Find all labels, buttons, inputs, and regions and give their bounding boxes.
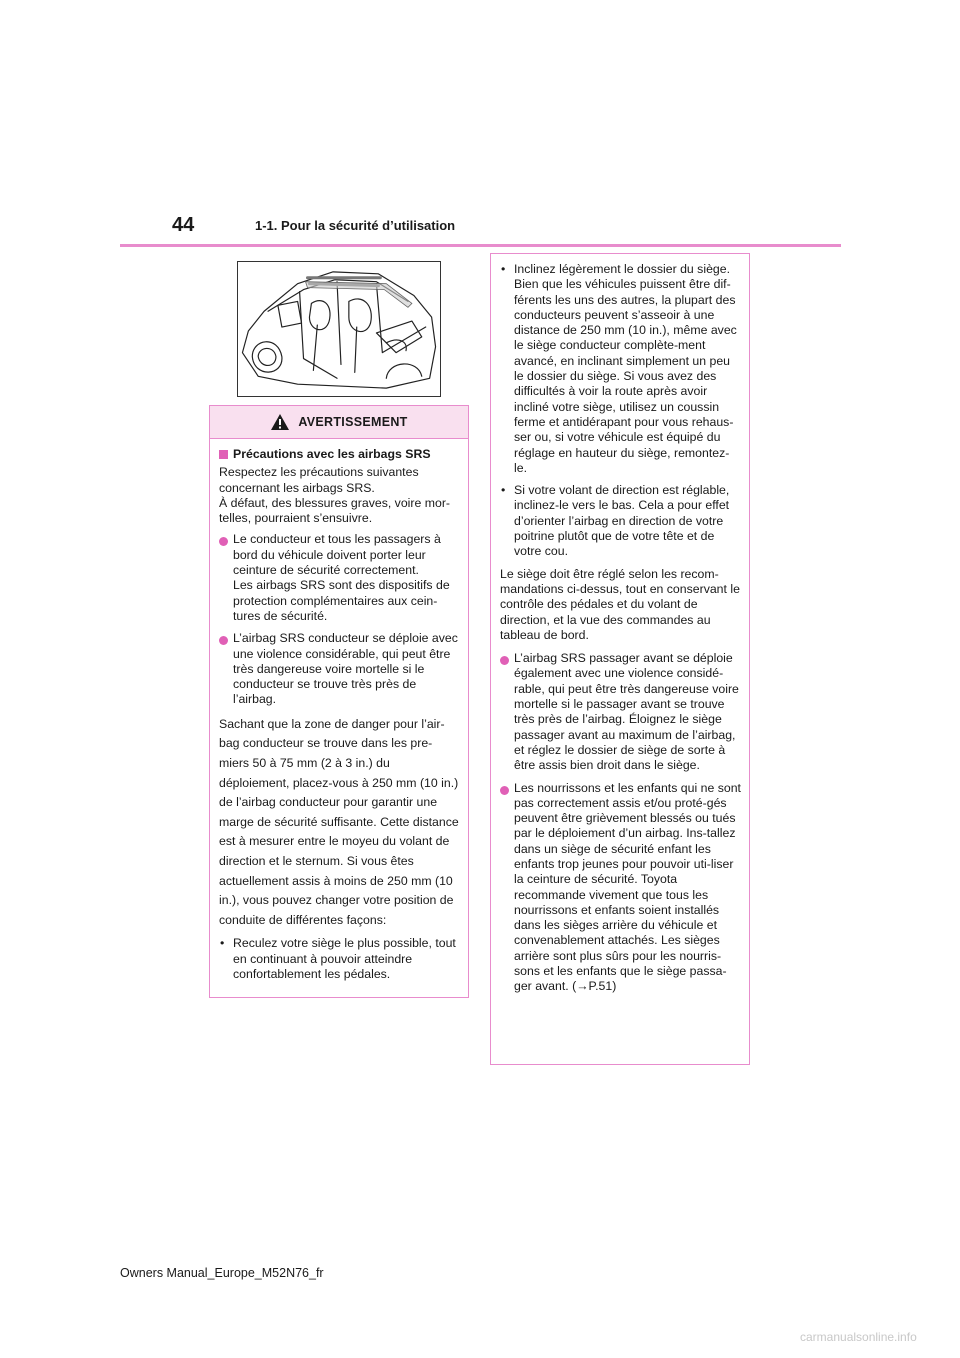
dot-bullet-icon: • [501,483,506,498]
list-item [500,483,741,559]
round-bullet-icon [219,537,228,546]
warning-triangle-icon [270,413,290,431]
round-bullet-icon [500,786,509,795]
list-item-text: Le conducteur et tous les passagers à bord du véhicule doivent porter leur ceinture de sécurité correctement. Les airbags SRS sont des dispositifs de protection complémentaires aux cein-tures de sécurité. [233,532,450,623]
section-title: 1-1. Pour la sécurité d’utilisation [255,218,456,233]
list-item [500,262,741,476]
list-item-text: Si votre volant de direction est réglable, inclinez-le vers le bas. Cela a pour effet d’orienter l’airbag en direction de votre poitrine plutôt que de votre tête et de votre cou. [514,483,730,559]
continued-content [500,262,741,1002]
round-bullet-icon [500,656,509,665]
footer-text: Owners Manual_Europe_M52N76_fr [120,1266,324,1280]
warning-title: AVERTISSEMENT [298,415,408,429]
vehicle-airbag-illustration [237,261,441,397]
warning-content [219,447,460,989]
list-item [500,651,741,773]
list-item-text: Inclinez légèrement le dossier du siège. Bien que les véhicules puissent être dif-férents les uns des autres, la plupart des conducteurs peuvent s’asseoir à une distance de 250 mm (10 in.), même avec le siège conducteur complète-ment avancé, en inclinant simplement un peu le dossier du siège. Si vous avez des difficultés à voir la route après avoir incliné votre siège, utilisez un coussin ferme et antidérapant pour vous rehaus-ser ou, si votre véhicule est équipé du réglage en hauteur du siège, remontez-le. [514,262,737,475]
list-item [219,631,460,707]
dot-bullet-icon: • [220,936,225,951]
list-item [219,532,460,624]
round-bullet-icon [219,636,228,645]
continued-warning-box [490,253,750,1065]
list-item [219,936,460,982]
warning-subheading-text: Précautions avec les airbags SRS [233,447,431,461]
warning-subheading [219,447,460,462]
list-item-text: Reculez votre siège le plus possible, tout en continuant à pouvoir atteindre confortablement les pédales. [233,936,456,981]
warning-box [209,405,469,998]
vehicle-drawing [238,262,440,396]
header-rule [120,244,841,247]
dot-bullet-icon: • [501,262,506,276]
list-item-text: Les nourrissons et les enfants qui ne sont pas correctement assis et/ou proté-gés peuvent être grièvement blessés ou tués par le déploiement d’un airbag. Ins-tallez dans un siège de sécurité enfant les enfants trop jeunes pour pouvoir uti-liser la ceinture de sécurité. Toyota recommande vivement que tous les nourrissons et enfants soient installés dans les sièges arrière du véhicule et convenablement attachés. Les sièges arrière sont plus sûrs pour les nourris-sons et les enfants que le siège passa-ger avant. (→P.51) [514,780,741,994]
warning-paragraph: Sachant que la zone de danger pour l’air-bag conducteur se trouve dans les pre-miers 50 à 75 mm (2 à 3 in.) du déploiement, placez-vous à 250 mm (10 in.) de l’airbag conducteur pour garantir une marge de sécurité suffisante. Cette distance est à mesurer entre le moyeu du volant de direction et le sternum. Si vous êtes actuellement assis à moins de 250 mm (10 in.), vous pouvez changer votre position de conduite de différentes façons: [219,716,459,927]
watermark: carmanualsonline.info [800,1330,917,1344]
warning-intro: Respectez les précautions suivantes concernant les airbags SRS. À défaut, des blessures graves, voire mor-telles, pourraient s’ensuivre. [219,465,451,526]
square-bullet-icon [219,450,228,459]
right-paragraph: Le siège doit être réglé selon les recom-mandations ci-dessus, tout en conservant le contrôle des pédales et du volant de direction, et la vue des commandes au tableau de bord. [500,566,740,642]
list-item [500,781,741,995]
warning-header [210,406,468,439]
list-item-text: L’airbag SRS conducteur se déploie avec une violence considérable, qui peut être très dangereuse voire mortelle si le conducteur se trouve très près de l’airbag. [233,631,458,707]
list-item-text: L’airbag SRS passager avant se déploie également avec une violence considé-rable, qui peut être très dangereuse voire mortelle si le passager avant se trouve très près de l’airbag. Éloignez le siège passager avant au maximum de l’airbag, et réglez le dossier de siège de sorte à être assis bien droit dans le siège. [514,651,739,773]
page-number: 44 [172,214,195,236]
